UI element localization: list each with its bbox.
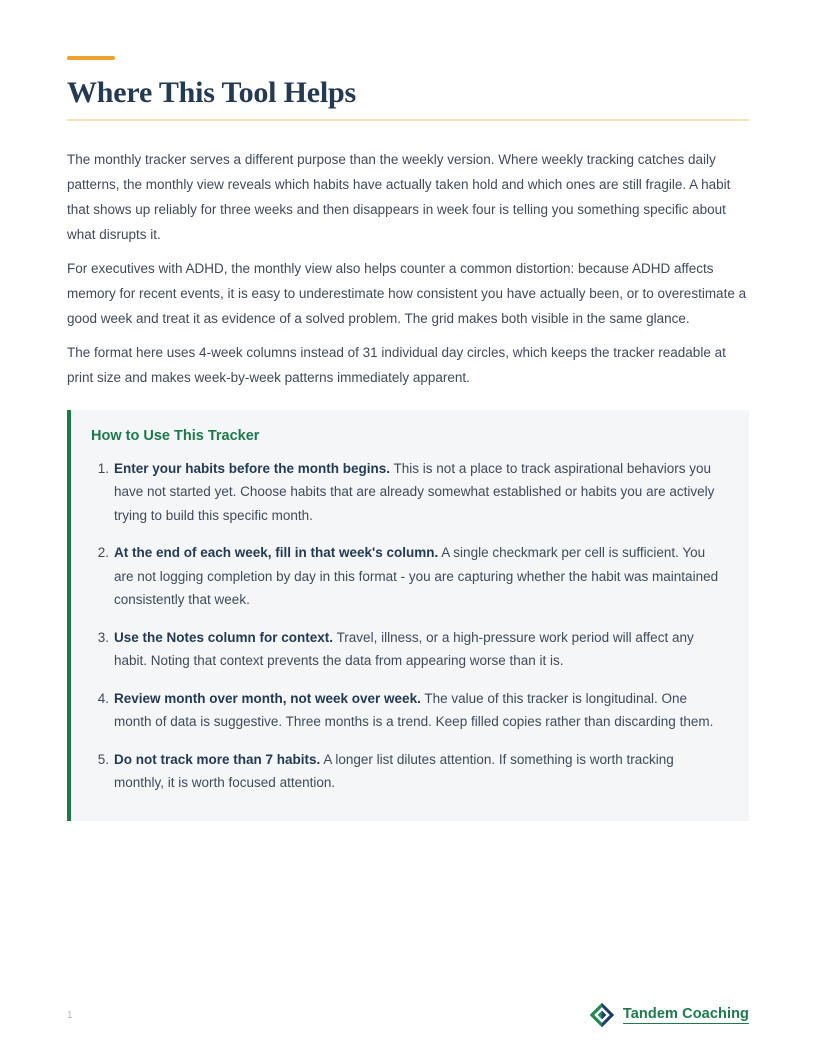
list-item-text	[114, 687, 727, 734]
callout-heading: How to Use This Tracker	[91, 427, 260, 444]
list-item-number: 3.	[97, 629, 109, 645]
intro-paragraph-1: The monthly tracker serves a different purpose than the weekly version. Where weekly tracking catches daily patterns, the monthly view reveals which habits have actually taken hold and which ones are still fragile. A habit that shows up reliably for three weeks and then disappears in week four is telling you something specific about what disrupts it.	[67, 151, 731, 242]
page-title: Where This Tool Helps	[67, 76, 356, 109]
list-item	[91, 457, 727, 528]
list-item-number: 2.	[97, 545, 109, 560]
list-item-text	[114, 626, 727, 673]
list-item-lead: Enter your habits before the month begins.	[114, 460, 391, 476]
list-item-lead: Review month over month, not week over week.	[114, 690, 421, 706]
list-item	[91, 541, 727, 612]
list-item-body: The value of this tracker is longitudinal. One month of data is suggestive. Three months is a trend. Keep filled copies rather than discarding them.	[114, 690, 714, 729]
page-footer	[67, 1002, 749, 1028]
how-to-use-callout	[67, 410, 749, 821]
list-item	[91, 687, 727, 734]
list-item	[91, 626, 727, 673]
list-item-text	[114, 541, 727, 612]
list-item	[91, 748, 727, 795]
tandem-diamond-logo-icon	[589, 1002, 615, 1028]
intro-paragraph-3: The format here uses 4-week columns instead of 31 individual day circles, which keeps the tracker readable at print size and makes week-by-week patterns immediately apparent.	[67, 344, 726, 385]
page-number: 1	[67, 1009, 73, 1021]
brand-link[interactable]	[589, 1002, 749, 1028]
list-item-body: A longer list dilutes attention. If something is worth tracking monthly, it is worth focused attention.	[114, 751, 674, 790]
list-item-text	[114, 748, 727, 795]
list-item-lead: Do not track more than 7 habits.	[114, 751, 321, 767]
brand-name: Tandem Coaching	[622, 1006, 749, 1022]
list-item-lead: At the end of each week, fill in that week's column.	[114, 545, 439, 560]
intro-paragraph-2: For executives with ADHD, the monthly view also helps counter a common distortion: because ADHD affects memory for recent events, it is easy to underestimate how consistent you have actually been, or to overestimate a good week and treat it as evidence of a solved problem. The grid makes both visible in the same glance.	[67, 260, 747, 326]
list-item-body: Travel, illness, or a high-pressure work period will affect any habit. Noting that context prevents the data from appearing worse than it is.	[114, 629, 694, 668]
title-divider	[67, 119, 749, 121]
list-item-number: 4.	[97, 690, 109, 706]
list-item-body: This is not a place to track aspirational behaviors you have not started yet. Choose habits that are already somewhat established or habits you are actively trying to build this specific month.	[114, 460, 715, 523]
list-item-number: 5.	[97, 751, 109, 767]
list-item-lead: Use the Notes column for context.	[114, 629, 334, 645]
list-item-number: 1.	[97, 460, 109, 476]
list-item-text	[114, 457, 727, 528]
list-item-body: A single checkmark per cell is sufficient. You are not logging completion by day in this format - you are capturing whether the habit was maintained consistently that week.	[114, 545, 719, 607]
accent-bar	[67, 56, 115, 60]
callout-list	[91, 457, 727, 795]
